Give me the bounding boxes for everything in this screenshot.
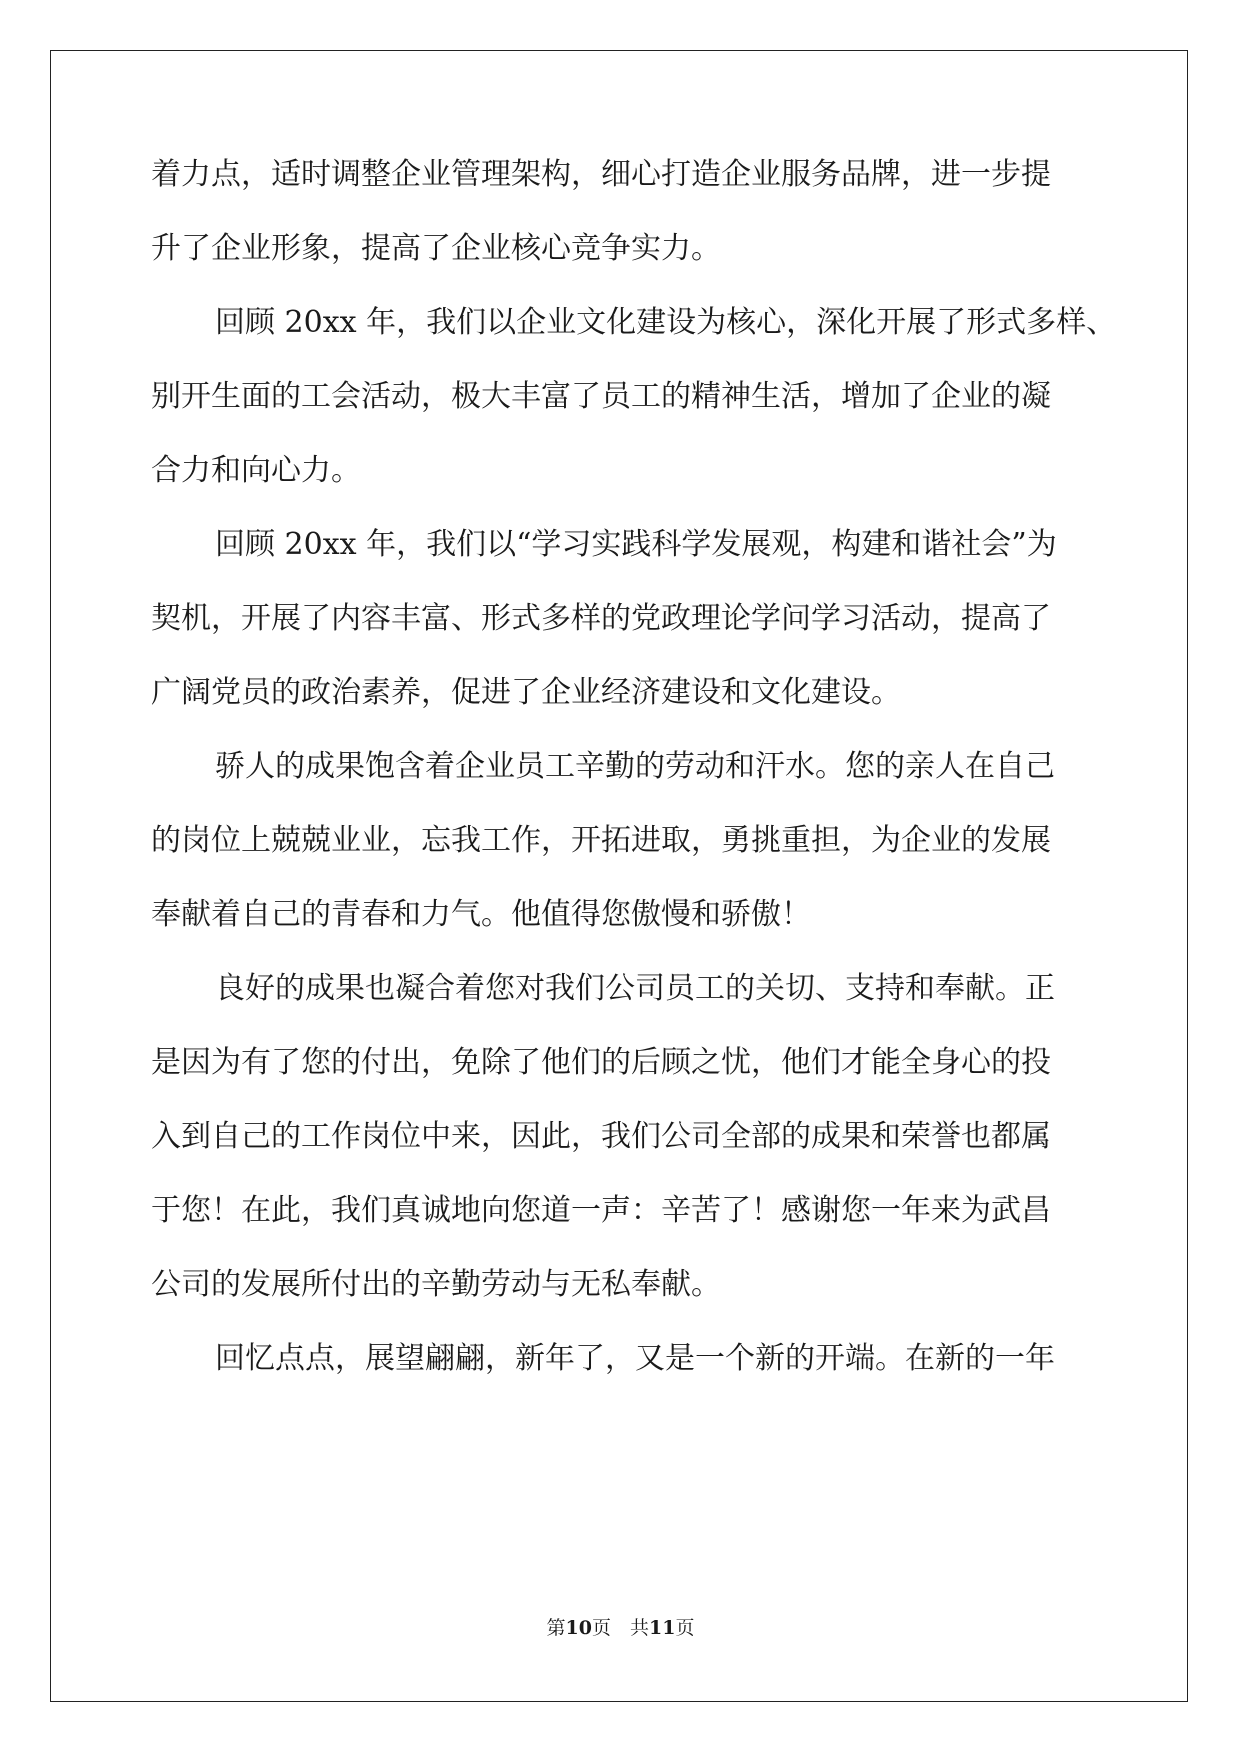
text-line-13: 是因为有了您的付出，免除了他们的后顾之忧，他们才能全身心的投 bbox=[151, 1045, 1051, 1080]
text-line-1: 着力点，适时调整企业管理架构，细心打造企业服务品牌，进一步提 bbox=[151, 157, 1051, 192]
text-line-6: 回顾 20xx 年，我们以“学习实践科学发展观，构建和谐社会”为 bbox=[215, 527, 1057, 562]
text-line-15: 于您！在此，我们真诚地向您道一声：辛苦了！感谢您一年来为武昌 bbox=[151, 1193, 1051, 1228]
text-line-7: 契机，开展了内容丰富、形式多样的党政理论学问学习活动，提高了 bbox=[151, 601, 1051, 636]
text-line-4: 别开生面的工会活动，极大丰富了员工的精神生活，增加了企业的凝 bbox=[151, 379, 1051, 414]
text-line-11: 奉献着自己的青春和力气。他值得您傲慢和骄傲！ bbox=[151, 897, 811, 932]
document-body bbox=[151, 157, 1117, 1418]
text-line-2: 升了企业形象，提高了企业核心竞争实力。 bbox=[151, 231, 721, 266]
page-prefix: 第 bbox=[546, 1617, 566, 1639]
text-line-3: 回顾 20xx 年，我们以企业文化建设为核心，深化开展了形式多样、 bbox=[215, 305, 1117, 340]
page-footer bbox=[0, 1613, 1241, 1640]
page-mid: 页 共 bbox=[591, 1617, 649, 1639]
text-line-16: 公司的发展所付出的辛勤劳动与无私奉献。 bbox=[151, 1267, 721, 1302]
text-line-8: 广阔党员的政治素养，促进了企业经济建设和文化建设。 bbox=[151, 675, 901, 710]
text-line-9: 骄人的成果饱含着企业员工辛勤的劳动和汗水。您的亲人在自己 bbox=[215, 749, 1055, 784]
page-suffix: 页 bbox=[675, 1617, 695, 1639]
text-line-12: 良好的成果也凝合着您对我们公司员工的关切、支持和奉献。正 bbox=[215, 971, 1055, 1006]
text-line-5: 合力和向心力。 bbox=[151, 453, 361, 488]
page-current-number: 10 bbox=[565, 1617, 592, 1639]
text-line-17: 回忆点点，展望翩翩，新年了，又是一个新的开端。在新的一年 bbox=[215, 1341, 1055, 1376]
text-line-10: 的岗位上兢兢业业，忘我工作，开拓进取，勇挑重担，为企业的发展 bbox=[151, 823, 1051, 858]
text-line-14: 入到自己的工作岗位中来，因此，我们公司全部的成果和荣誉也都属 bbox=[151, 1119, 1051, 1154]
page-total-number: 11 bbox=[649, 1617, 676, 1639]
